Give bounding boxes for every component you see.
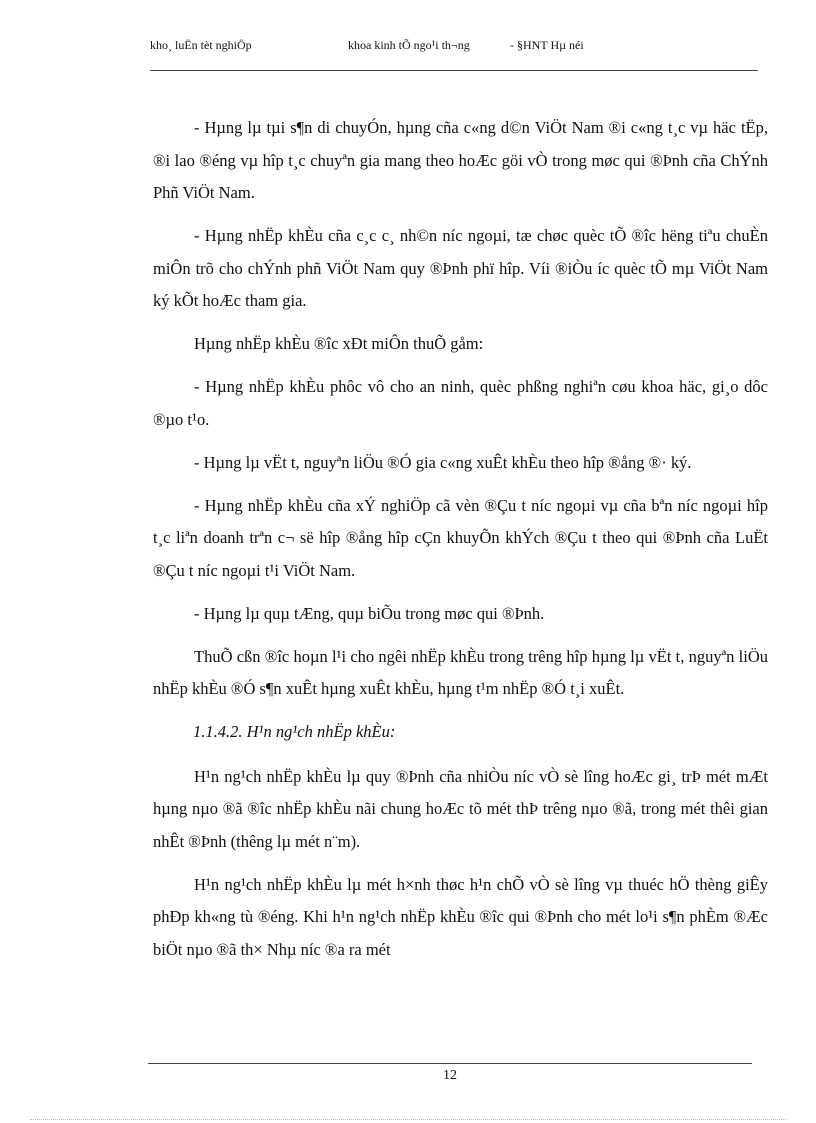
paragraph: - Hµng nhËp khÈu cña xÝ nghiÖp cã vèn ®Çu t níc ngoµi vµ cña bªn níc ngoµi hîp t¸c liªn doanh trªn c¬ së hîp ®ång hîp cÇn khuyÕn khÝch ®Çu t theo qui ®Þnh cña LuËt ®Çu t níc ngoµi t¹i ViÖt Nam. — [153, 495, 768, 580]
page-bottom-border — [30, 1119, 786, 1120]
paragraph: ThuÕ cßn ®îc hoµn l¹i cho ngêi nhËp khÈu trong trêng hîp hµng lµ vËt t, nguyªn liÖu nhËp khÈu ®Ó s¶n xuÊt hµng xuÊt khÈu, hµng t¹m nhËp ®Ó t¸i xuÊt. — [153, 646, 768, 698]
footer-divider — [148, 1063, 752, 1064]
paragraph: - Hµng nhËp khÈu cña c¸c c¸ nh©n níc ngoµi, tæ chøc quèc tÕ ®îc hëng tiªu chuÈn miÔn trõ cho chÝnh phñ ViÖt Nam quy ®Þnh phï hîp. Víi ®iÒu íc quèc tÕ mµ ViÖt Nam ký kÕt hoÆc tham gia. — [153, 226, 768, 310]
paragraph: - Hµng lµ tµi s¶n di chuyÓn, hµng cña c«ng d©n ViÖt Nam ®i c«ng t¸c vµ häc tËp, ®i lao ®éng vµ hîp t¸c chuyªn gia mang theo hoÆc göi vÒ trong møc qui ®Þnh cña ChÝnh Phñ ViÖt Nam. — [153, 118, 768, 202]
header-faculty-label: khoa kinh tÕ ngo¹i th¬ng — [348, 38, 470, 52]
paragraph: - Hµng lµ vËt t, nguyªn liÖu ®Ó gia c«ng xuÊt khÈu theo hîp ®ång ®· ký. — [194, 452, 692, 472]
header-university-label: - §HNT Hµ néi — [510, 38, 584, 52]
paragraph: H¹n ng¹ch nhËp khÈu lµ mét h×nh thøc h¹n chÕ vÒ sè lîng vµ thuéc hÖ thèng giÊy phÐp kh«ng tù ®éng. Khi h¹n ng¹ch nhËp khÈu ®îc qui ®Þnh cho mét lo¹i s¶n phÈm ®Æc biÖt nµo ®ã th× Nhµ níc ®a ra mét — [153, 874, 768, 959]
paragraph: H¹n ng¹ch nhËp khÈu lµ quy ®Þnh cña nhiÒu níc vÒ sè lîng hoÆc gi¸ trÞ mét mÆt hµng nµo ®ã ®îc nhËp khÈu nãi chung hoÆc tõ mét thÞ trêng nµo ®ã, trong mét thêi gian nhÊt ®Þnh (thêng lµ mét n¨m). — [153, 766, 768, 851]
paragraph: Hµng nhËp khÈu ®îc xÐt miÔn thuÕ gåm: — [194, 334, 484, 353]
header-thesis-label: kho¸ luËn tèt nghiÖp — [150, 38, 252, 52]
header-divider — [150, 70, 758, 71]
paragraph: - Hµng lµ quµ tÆng, quµ biÕu trong møc qui ®Þnh. — [194, 603, 545, 623]
paragraph: - Hµng nhËp khÈu phôc vô cho an ninh, quèc phßng nghiªn cøu khoa häc, gi¸o dôc ®µo t¹o. — [153, 377, 768, 429]
section-subheading: 1.1.4.2. H¹n ng¹ch nhËp khÈu: — [193, 722, 396, 741]
page-number: 12 — [443, 1068, 457, 1083]
document-body — [153, 112, 768, 977]
